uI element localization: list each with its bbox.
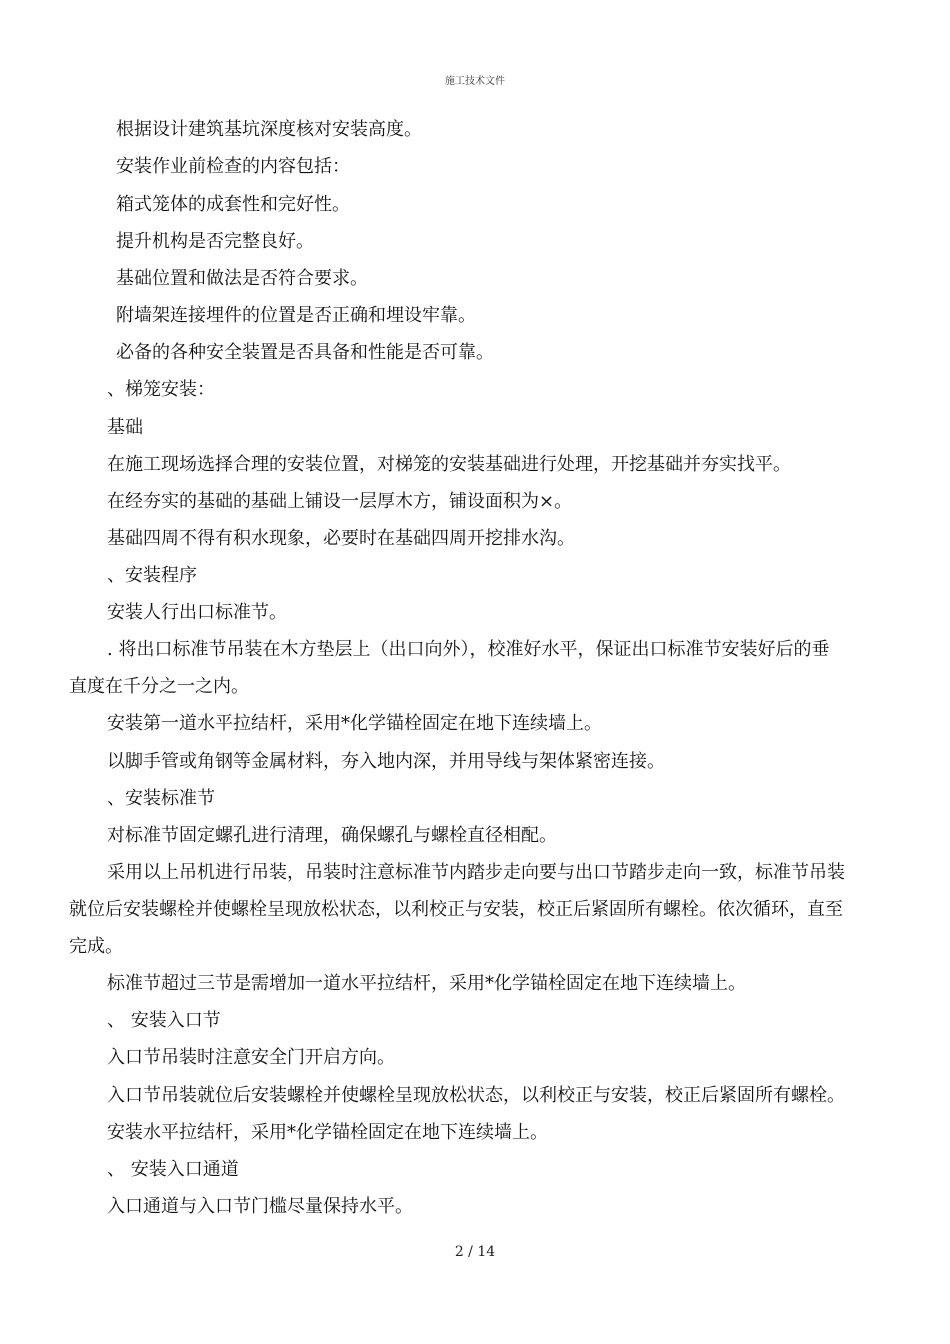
text-line: 入口通道与入口节门槛尽量保持水平。	[107, 1196, 413, 1217]
section-heading: 、梯笼安装：	[107, 379, 215, 400]
text-line: 在施工现场选择合理的安装位置，对梯笼的安装基础进行处理，开挖基础并夯实找平。	[107, 454, 791, 475]
text-line: . 将出口标准节吊装在木方垫层上（出口向外），校准好水平，保证出口标准节安装好后的垂	[107, 639, 830, 660]
text-line: 以脚手管或角钢等金属材料，夯入地内深，并用导线与架体紧密连接。	[107, 751, 665, 772]
text-line: 安装第一道水平拉结杆，采用*化学锚栓固定在地下连续墙上。	[107, 713, 602, 734]
text-line: 安装人行出口标准节。	[107, 602, 287, 623]
text-line: 标准节超过三节是需增加一道水平拉结杆，采用*化学锚栓固定在地下连续墙上。	[107, 973, 746, 994]
section-heading: 、安装程序	[107, 565, 197, 586]
text-line: 采用以上吊机进行吊装，吊装时注意标准节内踏步走向要与出口节踏步走向一致，标准节吊装	[107, 862, 845, 883]
text-line: 必备的各种安全装置是否具备和性能是否可靠。	[116, 342, 494, 363]
page-number: 2 / 14	[454, 1244, 496, 1260]
text-line: 基础位置和做法是否符合要求。	[116, 268, 368, 289]
text-line: 根据设计建筑基坑深度核对安装高度。	[116, 119, 422, 140]
text-line: 基础四周不得有积水现象，必要时在基础四周开挖排水沟。	[107, 528, 575, 549]
text-line: 直度在千分之一之内。	[69, 676, 249, 697]
section-heading: 、 安装入口节	[107, 1010, 221, 1031]
text-line: 就位后安装螺栓并使螺栓呈现放松状态，以利校正与安装，校正后紧固所有螺栓。依次循环，直至	[69, 899, 843, 920]
text-line: 完成。	[69, 936, 123, 957]
section-heading: 、 安装入口通道	[107, 1159, 239, 1180]
text-line: 入口节吊装时注意安全门开启方向。	[107, 1047, 395, 1068]
text-line: 箱式笼体的成套性和完好性。	[116, 194, 350, 215]
page-header: 施工技术文件	[445, 76, 505, 87]
text-line: 对标准节固定螺孔进行清理，确保螺孔与螺栓直径相配。	[107, 825, 557, 846]
text-line: 安装水平拉结杆，采用*化学锚栓固定在地下连续墙上。	[107, 1122, 548, 1143]
text-line: 安装作业前检查的内容包括：	[116, 156, 350, 177]
subsection-heading: 基础	[107, 417, 143, 438]
section-heading: 、安装标准节	[107, 788, 215, 809]
text-line: 在经夯实的基础的基础上铺设一层厚木方，铺设面积为×。	[107, 491, 573, 512]
text-line: 附墙架连接埋件的位置是否正确和埋设牢靠。	[116, 305, 476, 326]
text-line: 提升机构是否完整良好。	[116, 231, 314, 252]
text-line: 入口节吊装就位后安装螺栓并使螺栓呈现放松状态，以利校正与安装，校正后紧固所有螺栓。	[107, 1085, 845, 1106]
